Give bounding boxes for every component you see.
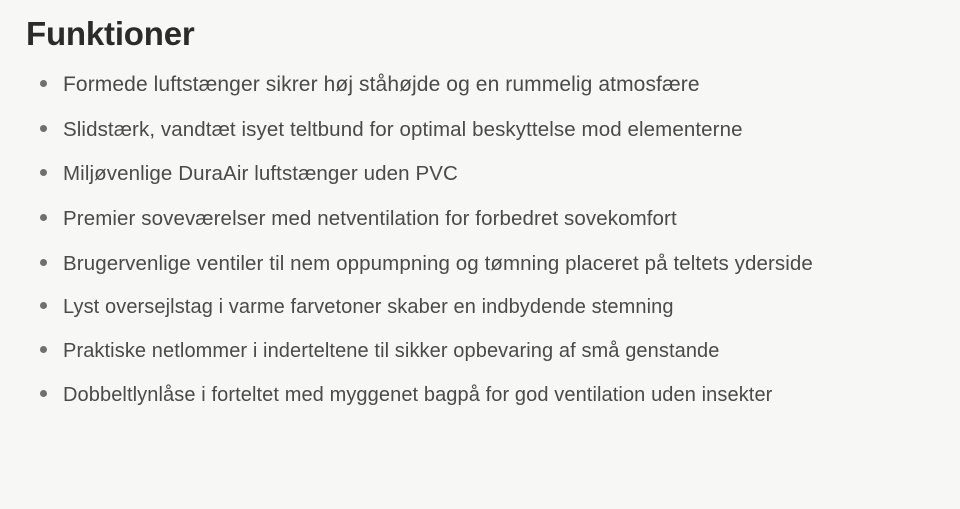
list-item [24,161,936,187]
list-item [24,383,936,408]
feature-text: Slidstærk, vandtæt isyet teltbund for optimal beskyttelse mod elementerne [63,117,743,141]
list-item [24,251,936,277]
feature-text: Dobbeltlynlåse i forteltet med myggenet bagpå for god ventilation uden insekter [63,384,773,407]
list-item [24,206,936,232]
bullet-icon [40,390,47,397]
feature-list [24,54,936,509]
bullet-icon [40,346,47,353]
list-item [24,72,936,98]
feature-text: Formede luftstænger sikrer høj ståhøjde og en rummelig atmosfære [63,72,700,96]
bullet-icon [40,80,47,87]
feature-text: Praktiske netlommer i inderteltene til sikker opbevaring af små genstande [63,340,720,363]
list-item [24,339,936,364]
bullet-icon [40,302,47,309]
feature-text: Brugervenlige ventiler til nem oppumpning og tømning placeret på teltets yderside [63,251,813,275]
feature-text: Miljøvenlige DuraAir luftstænger uden PVC [63,162,458,186]
bullet-icon [40,169,47,176]
list-item [24,117,936,143]
bullet-icon [40,214,47,221]
feature-text: Premier soveværelser med netventilation for forbedret sovekomfort [63,207,677,231]
bullet-icon [40,125,47,132]
list-item [24,295,936,320]
feature-text: Lyst oversejlstag i varme farvetoner skaber en indbydende stemning [63,296,674,319]
bullet-icon [40,259,47,266]
page-title: Funktioner [26,15,195,52]
